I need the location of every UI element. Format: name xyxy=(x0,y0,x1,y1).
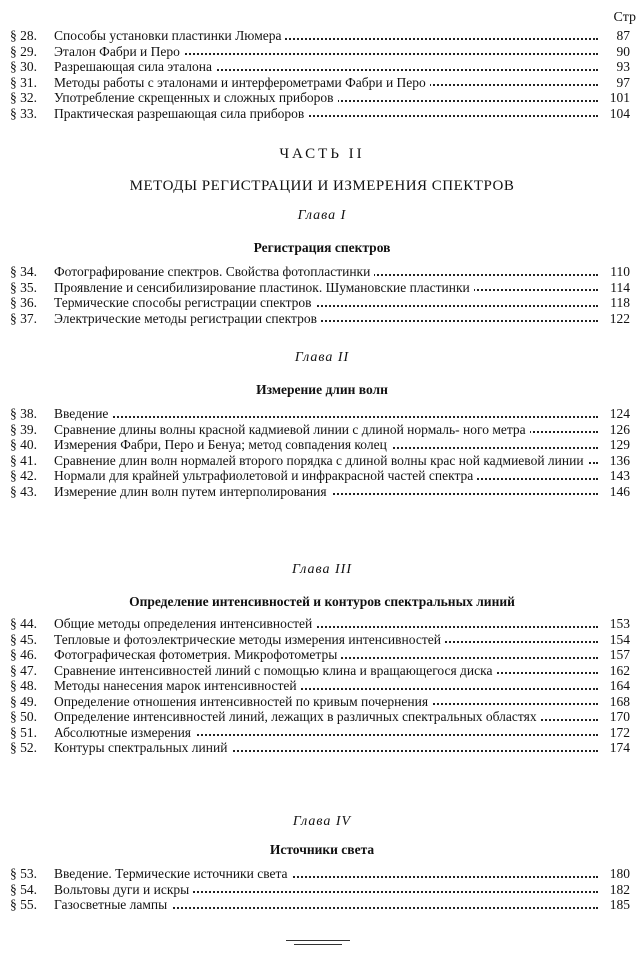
entry-page: 172 xyxy=(609,724,630,740)
entry-number: § 46. xyxy=(10,647,37,662)
entry-number: § 45. xyxy=(10,631,37,647)
toc-entry xyxy=(10,678,632,694)
chapter-title: Измерение длин волн xyxy=(256,382,388,397)
toc-entry xyxy=(10,866,632,882)
toc-entry xyxy=(10,106,632,122)
entry-title: Общие методы определения интенсивностей xyxy=(54,616,316,631)
entry-title: Эталон Фабри и Перо xyxy=(54,44,184,59)
entry-number: § 31. xyxy=(10,74,37,90)
page-column-header: Стр xyxy=(613,10,636,25)
entry-title: Нормали для крайней ультрафиолетовой и инфракрасной частей спектра xyxy=(54,468,477,483)
entry-title: Измерения Фабри, Перо и Бенуа; метод совпадения колец xyxy=(54,437,391,452)
entry-page: 126 xyxy=(609,421,630,437)
entry-page: 97 xyxy=(616,74,630,90)
toc-entry xyxy=(10,406,632,422)
entry-number: § 51. xyxy=(10,724,37,740)
entry-number: § 37. xyxy=(10,310,37,326)
toc-entry xyxy=(10,280,632,296)
dot-leader xyxy=(54,416,598,418)
toc-entry xyxy=(10,616,632,632)
entry-page: 146 xyxy=(609,483,630,499)
entry-page: 143 xyxy=(609,468,630,483)
entry-page: 174 xyxy=(609,740,630,755)
toc-entry xyxy=(10,468,632,484)
entry-page: 110 xyxy=(610,264,630,279)
entry-number: § 54. xyxy=(10,881,37,897)
entry-title: Абсолютные измерения xyxy=(54,725,195,740)
entry-number: § 39. xyxy=(10,421,37,437)
entry-page: 136 xyxy=(609,452,630,468)
entry-number: § 52. xyxy=(10,740,37,755)
entry-title: Определение интенсивностей линий, лежащих в различных спектральных областях xyxy=(54,709,541,724)
end-rule xyxy=(294,944,342,945)
toc-entry xyxy=(10,422,632,438)
entry-number: § 42. xyxy=(10,468,37,483)
entry-title: Фотографирование спектров. Свойства фотопластинки xyxy=(54,264,374,279)
entry-title: Введение. Термические источники света xyxy=(54,866,292,881)
entry-title: Методы работы с эталонами и интерферометрами Фабри и Перо xyxy=(54,75,430,90)
toc-entry xyxy=(10,663,632,679)
entry-page: 164 xyxy=(609,678,630,693)
entry-title: Практическая разрешающая сила приборов xyxy=(54,106,308,121)
chapter-label: Глава III xyxy=(292,562,352,577)
entry-title: Тепловые и фотоэлектрические методы измерения интенсивностей xyxy=(54,632,445,647)
entry-page: 101 xyxy=(609,90,630,105)
toc-block-chapter4 xyxy=(10,866,632,913)
entry-title: Определение отношения интенсивностей по кривым почернения xyxy=(54,694,432,709)
entry-page: 114 xyxy=(610,279,630,295)
entry-number: § 44. xyxy=(10,616,37,631)
entry-page: 153 xyxy=(609,616,630,631)
toc-entry xyxy=(10,484,632,500)
entry-number: § 55. xyxy=(10,897,37,912)
toc-block-chapter1 xyxy=(10,264,632,326)
toc-entry xyxy=(10,632,632,648)
entry-number: § 41. xyxy=(10,452,37,468)
toc-entry xyxy=(10,44,632,60)
entry-page: 168 xyxy=(609,693,630,709)
entry-number: § 40. xyxy=(10,437,37,452)
entry-title: Измерение длин волн путем интерполирования xyxy=(54,484,331,499)
toc-entry xyxy=(10,453,632,469)
entry-number: § 48. xyxy=(10,678,37,693)
entry-number: § 36. xyxy=(10,295,37,310)
entry-page: 118 xyxy=(610,295,630,310)
entry-page: 122 xyxy=(609,310,630,326)
entry-number: § 33. xyxy=(10,105,37,121)
chapter-title: Определение интенсивностей и контуров спектральных линий xyxy=(129,594,515,609)
entry-page: 93 xyxy=(616,59,630,74)
entry-number: § 30. xyxy=(10,59,37,74)
toc-entry xyxy=(10,897,632,913)
entry-title: Фотографическая фотометрия. Микрофотометры xyxy=(54,647,341,662)
entry-title: Введение xyxy=(54,406,112,421)
entry-number: § 50. xyxy=(10,709,37,724)
toc-block-chapter2 xyxy=(10,406,632,499)
toc-entry xyxy=(10,437,632,453)
entry-page: 90 xyxy=(616,43,630,59)
entry-page: 182 xyxy=(609,881,630,897)
entry-number: § 49. xyxy=(10,693,37,709)
part-subtitle: МЕТОДЫ РЕГИСТРАЦИИ И ИЗМЕРЕНИЯ СПЕКТРОВ xyxy=(129,178,515,194)
entry-title: Сравнение длины волны красной кадмиевой линии с длиной нормаль- ного метра xyxy=(54,422,530,437)
end-rule xyxy=(286,940,350,941)
entry-number: § 47. xyxy=(10,662,37,678)
toc-entry xyxy=(10,59,632,75)
entry-page: 162 xyxy=(609,662,630,678)
entry-number: § 38. xyxy=(10,406,37,421)
entry-title: Термические способы регистрации спектров xyxy=(54,295,316,310)
toc-entry xyxy=(10,28,632,44)
entry-title: Сравнение интенсивностей линий с помощью клина и вращающегося диска xyxy=(54,663,497,678)
entry-title: Вольтовы дуги и искры xyxy=(54,882,193,897)
toc-entry xyxy=(10,75,632,91)
part-title: ЧАСТЬ II xyxy=(279,146,365,162)
toc-entry xyxy=(10,740,632,756)
toc-entry xyxy=(10,90,632,106)
entry-title: Проявление и сенсибилизирование пластинок. Шумановские пластинки xyxy=(54,280,474,295)
toc-entry xyxy=(10,311,632,327)
entry-page: 129 xyxy=(609,437,630,452)
entry-number: § 35. xyxy=(10,279,37,295)
entry-number: § 29. xyxy=(10,43,37,59)
toc-entry xyxy=(10,694,632,710)
entry-title: Электрические методы регистрации спектров xyxy=(54,311,321,326)
chapter-label: Глава I xyxy=(297,208,347,223)
toc-block-part1 xyxy=(10,28,632,121)
entry-number: § 32. xyxy=(10,90,37,105)
entry-title: Сравнение длин волн нормалей второго порядка с длиной волны крас ной кадмиевой линии xyxy=(54,453,588,468)
toc-entry xyxy=(10,709,632,725)
entry-number: § 28. xyxy=(10,28,37,43)
chapter-title: Источники света xyxy=(269,842,375,857)
entry-number: § 43. xyxy=(10,483,37,499)
entry-number: § 34. xyxy=(10,264,37,279)
entry-page: 170 xyxy=(609,709,630,724)
entry-number: § 53. xyxy=(10,866,37,881)
entry-page: 157 xyxy=(609,647,630,662)
entry-page: 124 xyxy=(609,406,630,421)
entry-title: Методы нанесения марок интенсивностей xyxy=(54,678,301,693)
entry-title: Употребление скрещенных и сложных приборов xyxy=(54,90,338,105)
toc-block-chapter3 xyxy=(10,616,632,756)
chapter-title: Регистрация спектров xyxy=(253,240,391,255)
entry-title: Контуры спектральных линий xyxy=(54,740,231,755)
toc-entry xyxy=(10,264,632,280)
toc-entry xyxy=(10,882,632,898)
entry-title: Газосветные лампы xyxy=(54,897,171,912)
entry-page: 104 xyxy=(609,105,630,121)
entry-title: Разрешающая сила эталона xyxy=(54,59,216,74)
entry-page: 87 xyxy=(616,28,630,43)
entry-page: 154 xyxy=(609,631,630,647)
entry-page: 185 xyxy=(609,897,630,912)
entry-page: 180 xyxy=(609,866,630,881)
toc-entry xyxy=(10,295,632,311)
chapter-label: Глава IV xyxy=(292,814,352,829)
toc-entry xyxy=(10,725,632,741)
toc-entry xyxy=(10,647,632,663)
entry-title: Способы установки пластинки Люмера xyxy=(54,28,285,43)
chapter-label: Глава II xyxy=(294,350,350,365)
